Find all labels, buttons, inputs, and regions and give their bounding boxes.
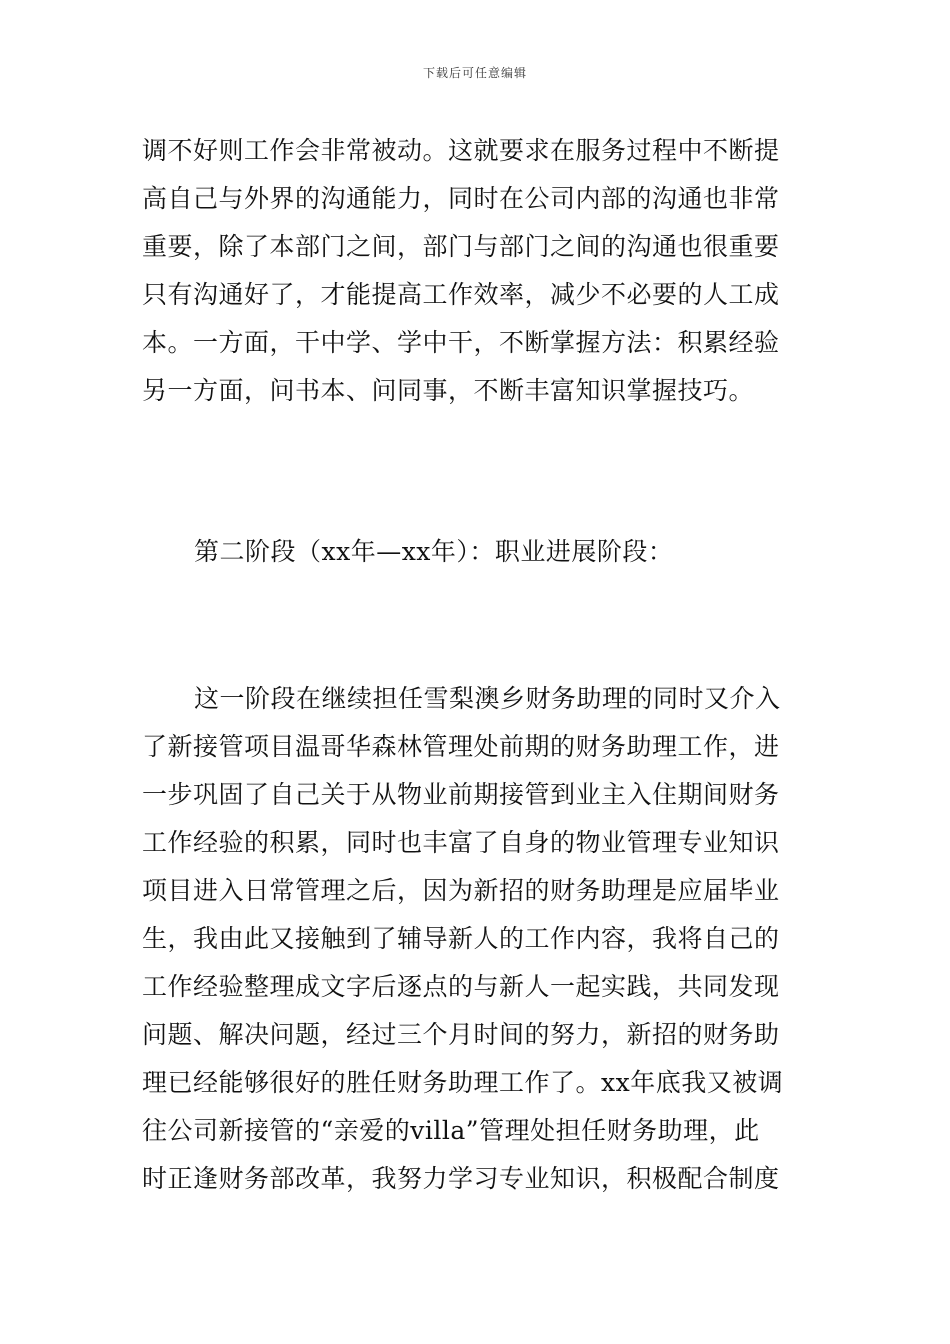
paragraph-line: 工作经验的积累，同时也丰富了自身的物业管理专业知识: [142, 828, 780, 857]
paragraph-line: 项目进入日常管理之后，因为新招的财务助理是应届毕业: [142, 876, 780, 905]
page-header-note: 下载后可任意编辑: [422, 66, 527, 80]
paragraph-line: 调不好则工作会非常被动。这就要求在服务过程中不断提: [142, 136, 780, 165]
paragraph-line: 高自己与外界的沟通能力，同时在公司内部的沟通也非常: [142, 184, 780, 213]
paragraph-line: 这一阶段在继续担任雪梨澳乡财务助理的同时又介入: [194, 684, 781, 713]
paragraph-line: 另一方面，问书本、问同事，不断丰富知识掌握技巧。: [142, 376, 755, 405]
paragraph-line: 了新接管项目温哥华森林管理处前期的财务助理工作，进: [142, 732, 780, 761]
body-paragraph-2: [142, 675, 812, 1203]
paragraph-line: 一步巩固了自己关于从物业前期接管到业主入住期间财务: [142, 780, 780, 809]
paragraph-line: 工作经验整理成文字后逐点的与新人一起实践，共同发现: [142, 972, 780, 1001]
paragraph-line: 生，我由此又接触到了辅导新人的工作内容，我将自己的: [142, 924, 780, 953]
body-paragraph-1: [142, 127, 812, 415]
paragraph-line: 只有沟通好了，才能提高工作效率，减少不必要的人工成: [142, 280, 780, 309]
section-heading-block: [142, 528, 812, 576]
paragraph-line: 理已经能够很好的胜任财务助理工作了。xx年底我又被调: [142, 1068, 784, 1097]
paragraph-line: 时正逢财务部改革，我努力学习专业知识，积极配合制度: [142, 1164, 780, 1193]
paragraph-line: 往公司新接管的“亲爱的villa”管理处担任财务助理，此: [142, 1116, 760, 1145]
paragraph-line: 重要，除了本部门之间，部门与部门之间的沟通也很重要: [142, 232, 780, 261]
paragraph-line: 问题、解决问题，经过三个月时间的努力，新招的财务助: [142, 1020, 780, 1049]
section-heading: 第二阶段（xx年—xx年）：职业进展阶段：: [194, 537, 674, 566]
paragraph-line: 本。一方面，干中学、学中干，不断掌握方法：积累经验: [142, 328, 780, 357]
